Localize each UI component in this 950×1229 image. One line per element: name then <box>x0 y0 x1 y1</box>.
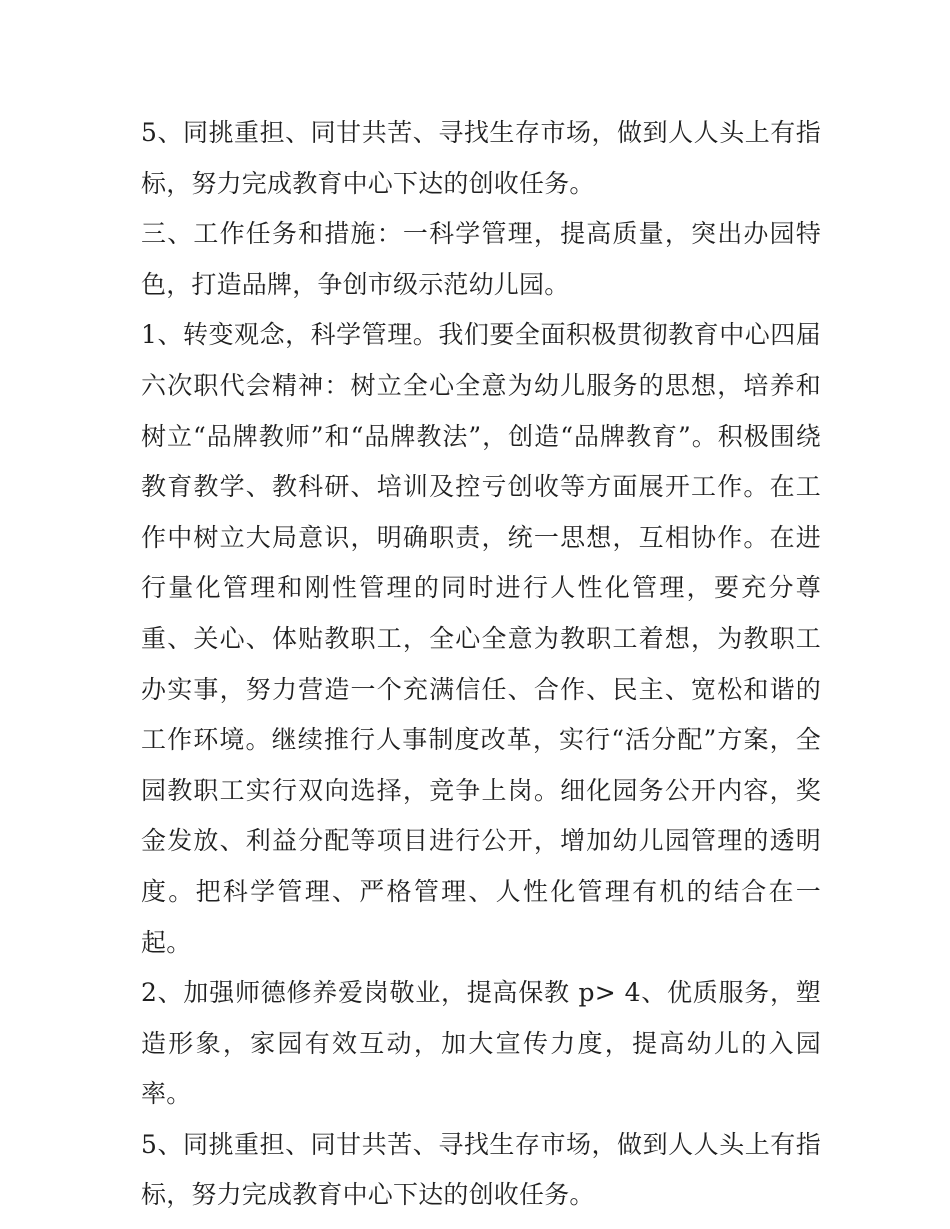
paragraph-4: 2、加强师德修养爱岗敬业，提高保教 p> 4、优质服务，塑造形象，家园有效互动，加大宣传力度，提高幼儿的入园率。 <box>141 978 821 1109</box>
paragraph-3: 1、转变观念，科学管理。我们要全面积极贯彻教育中心四届六次职代会精神：树立全心全意为幼儿服务的思想，培养和树立“品牌教师”和“品牌教法”，创造“品牌教育”。积极围绕教育教学、教科研、培训及控亏创收等方面展开工作。在工作中树立大局意识，明确职责，统一思想，互相协作。在进行量化管理和刚性管理的同时进行人性化管理，要充分尊重、关心、体贴教职工，全心全意为教职工着想，为教职工办实事，努力营造一个充满信任、合作、民主、宽松和谐的工作环境。继续推行人事制度改革，实行“活分配”方案，全园教职工实行双向选择，竞争上岗。细化园务公开内容，奖金发放、利益分配等项目进行公开，增加幼儿园管理的透明度。把科学管理、严格管理、人性化管理有机的结合在一起。 <box>141 320 821 957</box>
paragraph-2: 三、工作任务和措施：一科学管理，提高质量，突出办园特色，打造品牌，争创市级示范幼儿园。 <box>141 219 821 299</box>
paragraph-5: 5、同挑重担、同甘共苦、寻找生存市场，做到人人头上有指标，努力完成教育中心下达的创收任务。 <box>141 1129 821 1210</box>
document-body <box>141 108 821 1221</box>
paragraph-1: 5、同挑重担、同甘共苦、寻找生存市场，做到人人头上有指标，努力完成教育中心下达的创收任务。 <box>141 118 821 198</box>
